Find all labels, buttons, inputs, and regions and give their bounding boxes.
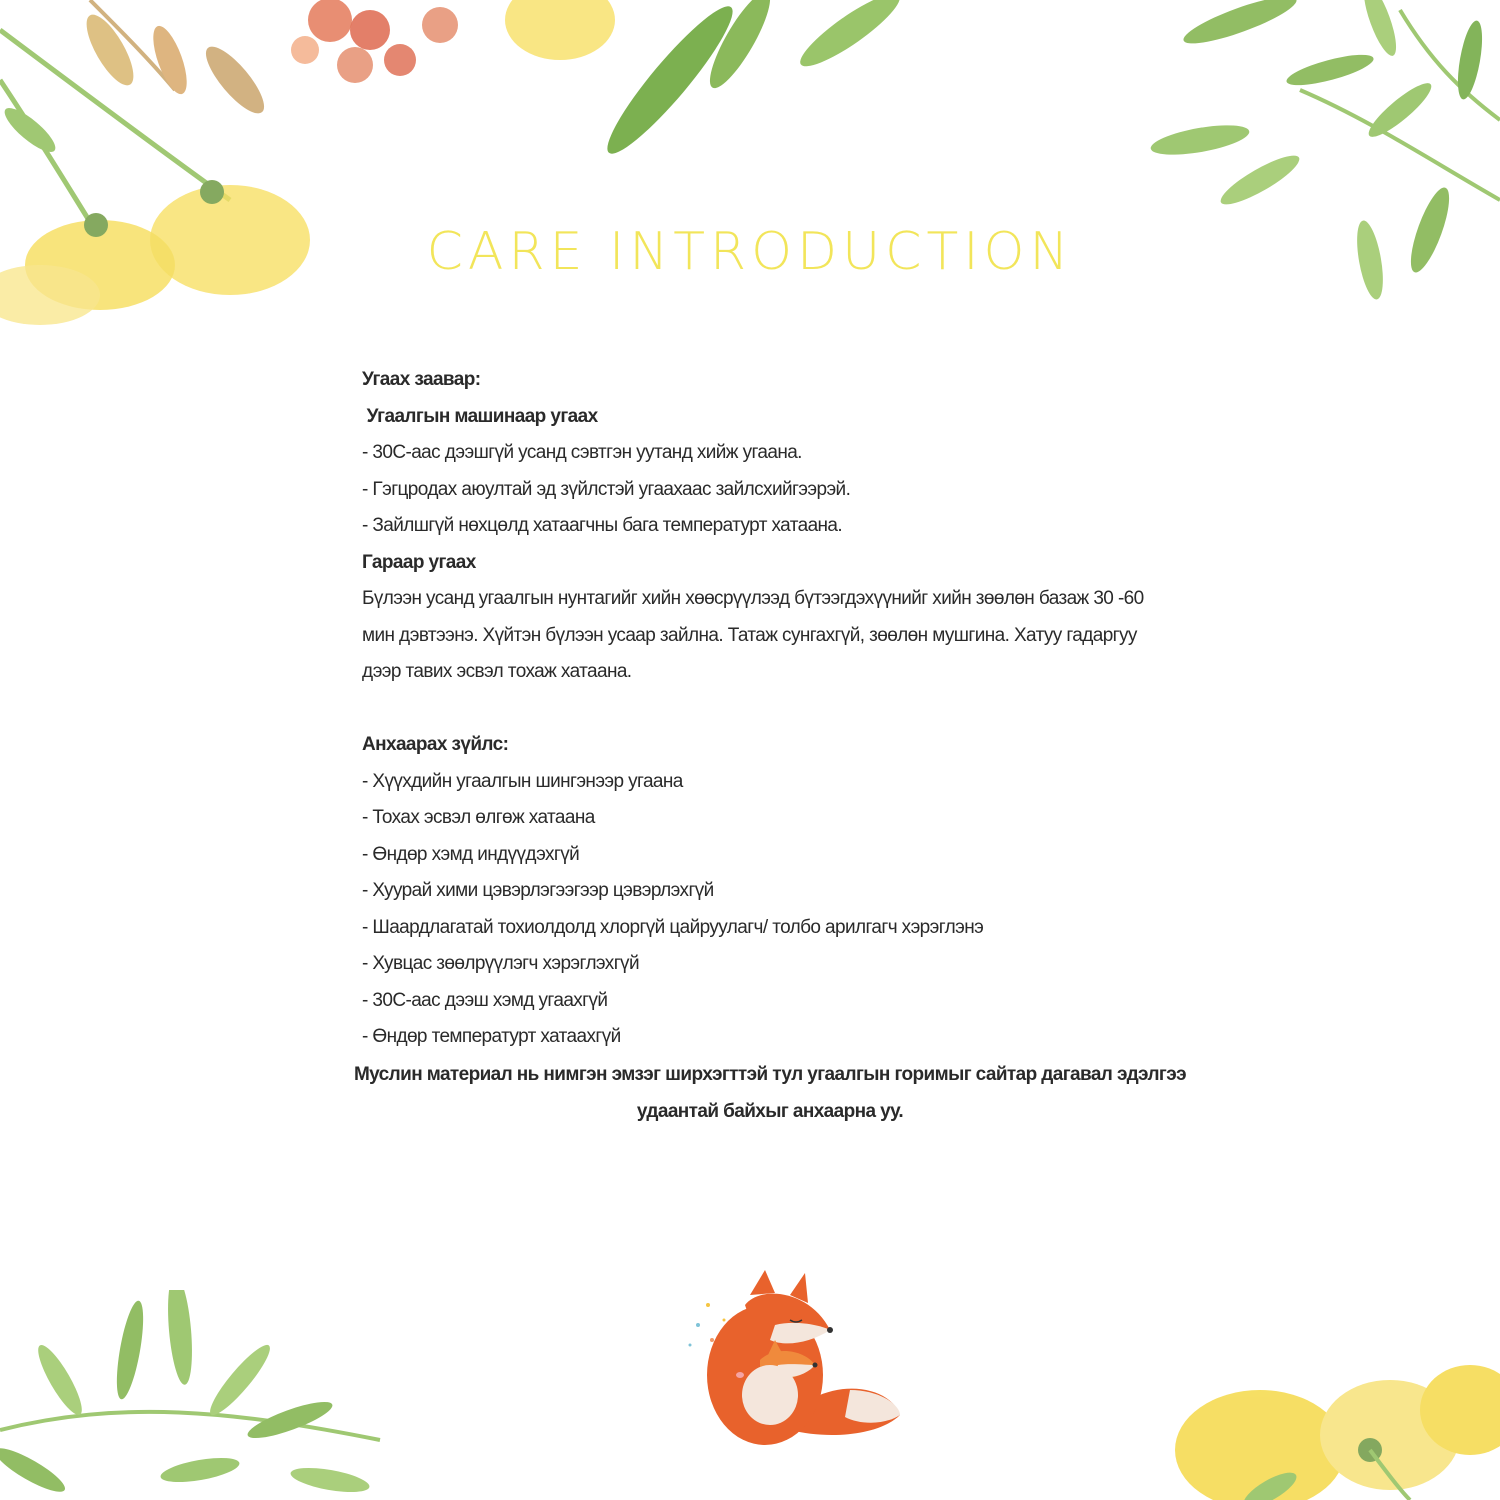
hand-wash-heading: Гараар угаах — [362, 551, 476, 573]
note-item: - Тохах эсвэл өлгөж хатаана — [362, 807, 595, 828]
leaves-bottom-left-decoration — [0, 1290, 400, 1500]
note-item: - Өндөр хэмд индүүдэхгүй — [362, 843, 580, 865]
closing-note: Муслин материал нь нимгэн эмзэг ширхэгттэй тул угаалгын горимыг сайтар дагавал эдэлгээ удаантай байхыг анхаарна уу. — [353, 1063, 1187, 1122]
machine-wash-item: - Гэгцродах аюултай эд зүйлстэй угаахаас зайлсхийгээрэй. — [362, 478, 851, 500]
machine-wash-item: - Зайлшгүй нөхцөлд хатаагчны бага температурт хатаана. — [362, 515, 843, 536]
flowers-bottom-right-decoration — [1170, 1350, 1500, 1500]
notes-heading: Анхаарах зүйлс: — [362, 734, 509, 755]
note-item: - Хүүхдийн угаалгын шингэнээр угаана — [362, 770, 683, 792]
spacer — [362, 691, 1222, 728]
machine-wash-item: - 30С-аас дээшгүй усанд сэвтгэн уутанд хийж угаана. — [362, 442, 802, 463]
note-item: - Хуурай хими цэвэрлэгээгээр цэвэрлэхгүй — [362, 880, 714, 901]
fox-mother-child-illustration — [680, 1265, 920, 1465]
note-item: - Шаардлагатай тохиолдолд хлоргүй цайруулагч/ толбо арилгагч хэрэглэнэ — [362, 916, 984, 938]
care-instructions — [353, 362, 1222, 1130]
note-item: - Өндөр температурт хатаахгүй — [362, 1026, 621, 1047]
note-item: - 30С-аас дээш хэмд угаахгүй — [362, 989, 608, 1011]
leaves-top-right-decoration — [1130, 0, 1500, 340]
note-item: - Хувцас зөөлрүүлэгч хэрэглэхгүй — [362, 953, 639, 974]
floral-top-left-decoration — [0, 0, 640, 340]
page-title: CARE INTRODUCTION — [426, 222, 1074, 282]
hand-wash-text: Бүлээн усанд угаалгын нунтагийг хийн хөөсрүүлээд бүтээгдэхүүнийг хийн зөөлөн базаж 30 -60 мин дэвтээнэ. Хүйтэн бүлээн усаар зайлна. Татаж сунгахгүй, зөөлөн мушгина. Хатуу гадаргуу дээр тавих эсвэл тохаж хатаана. — [362, 588, 1144, 682]
machine-wash-heading: Угаалгын машинаар угаах — [362, 405, 598, 427]
wash-instructions-heading: Угаах заавар: — [362, 369, 481, 390]
leaves-top-center-decoration — [590, 0, 920, 170]
